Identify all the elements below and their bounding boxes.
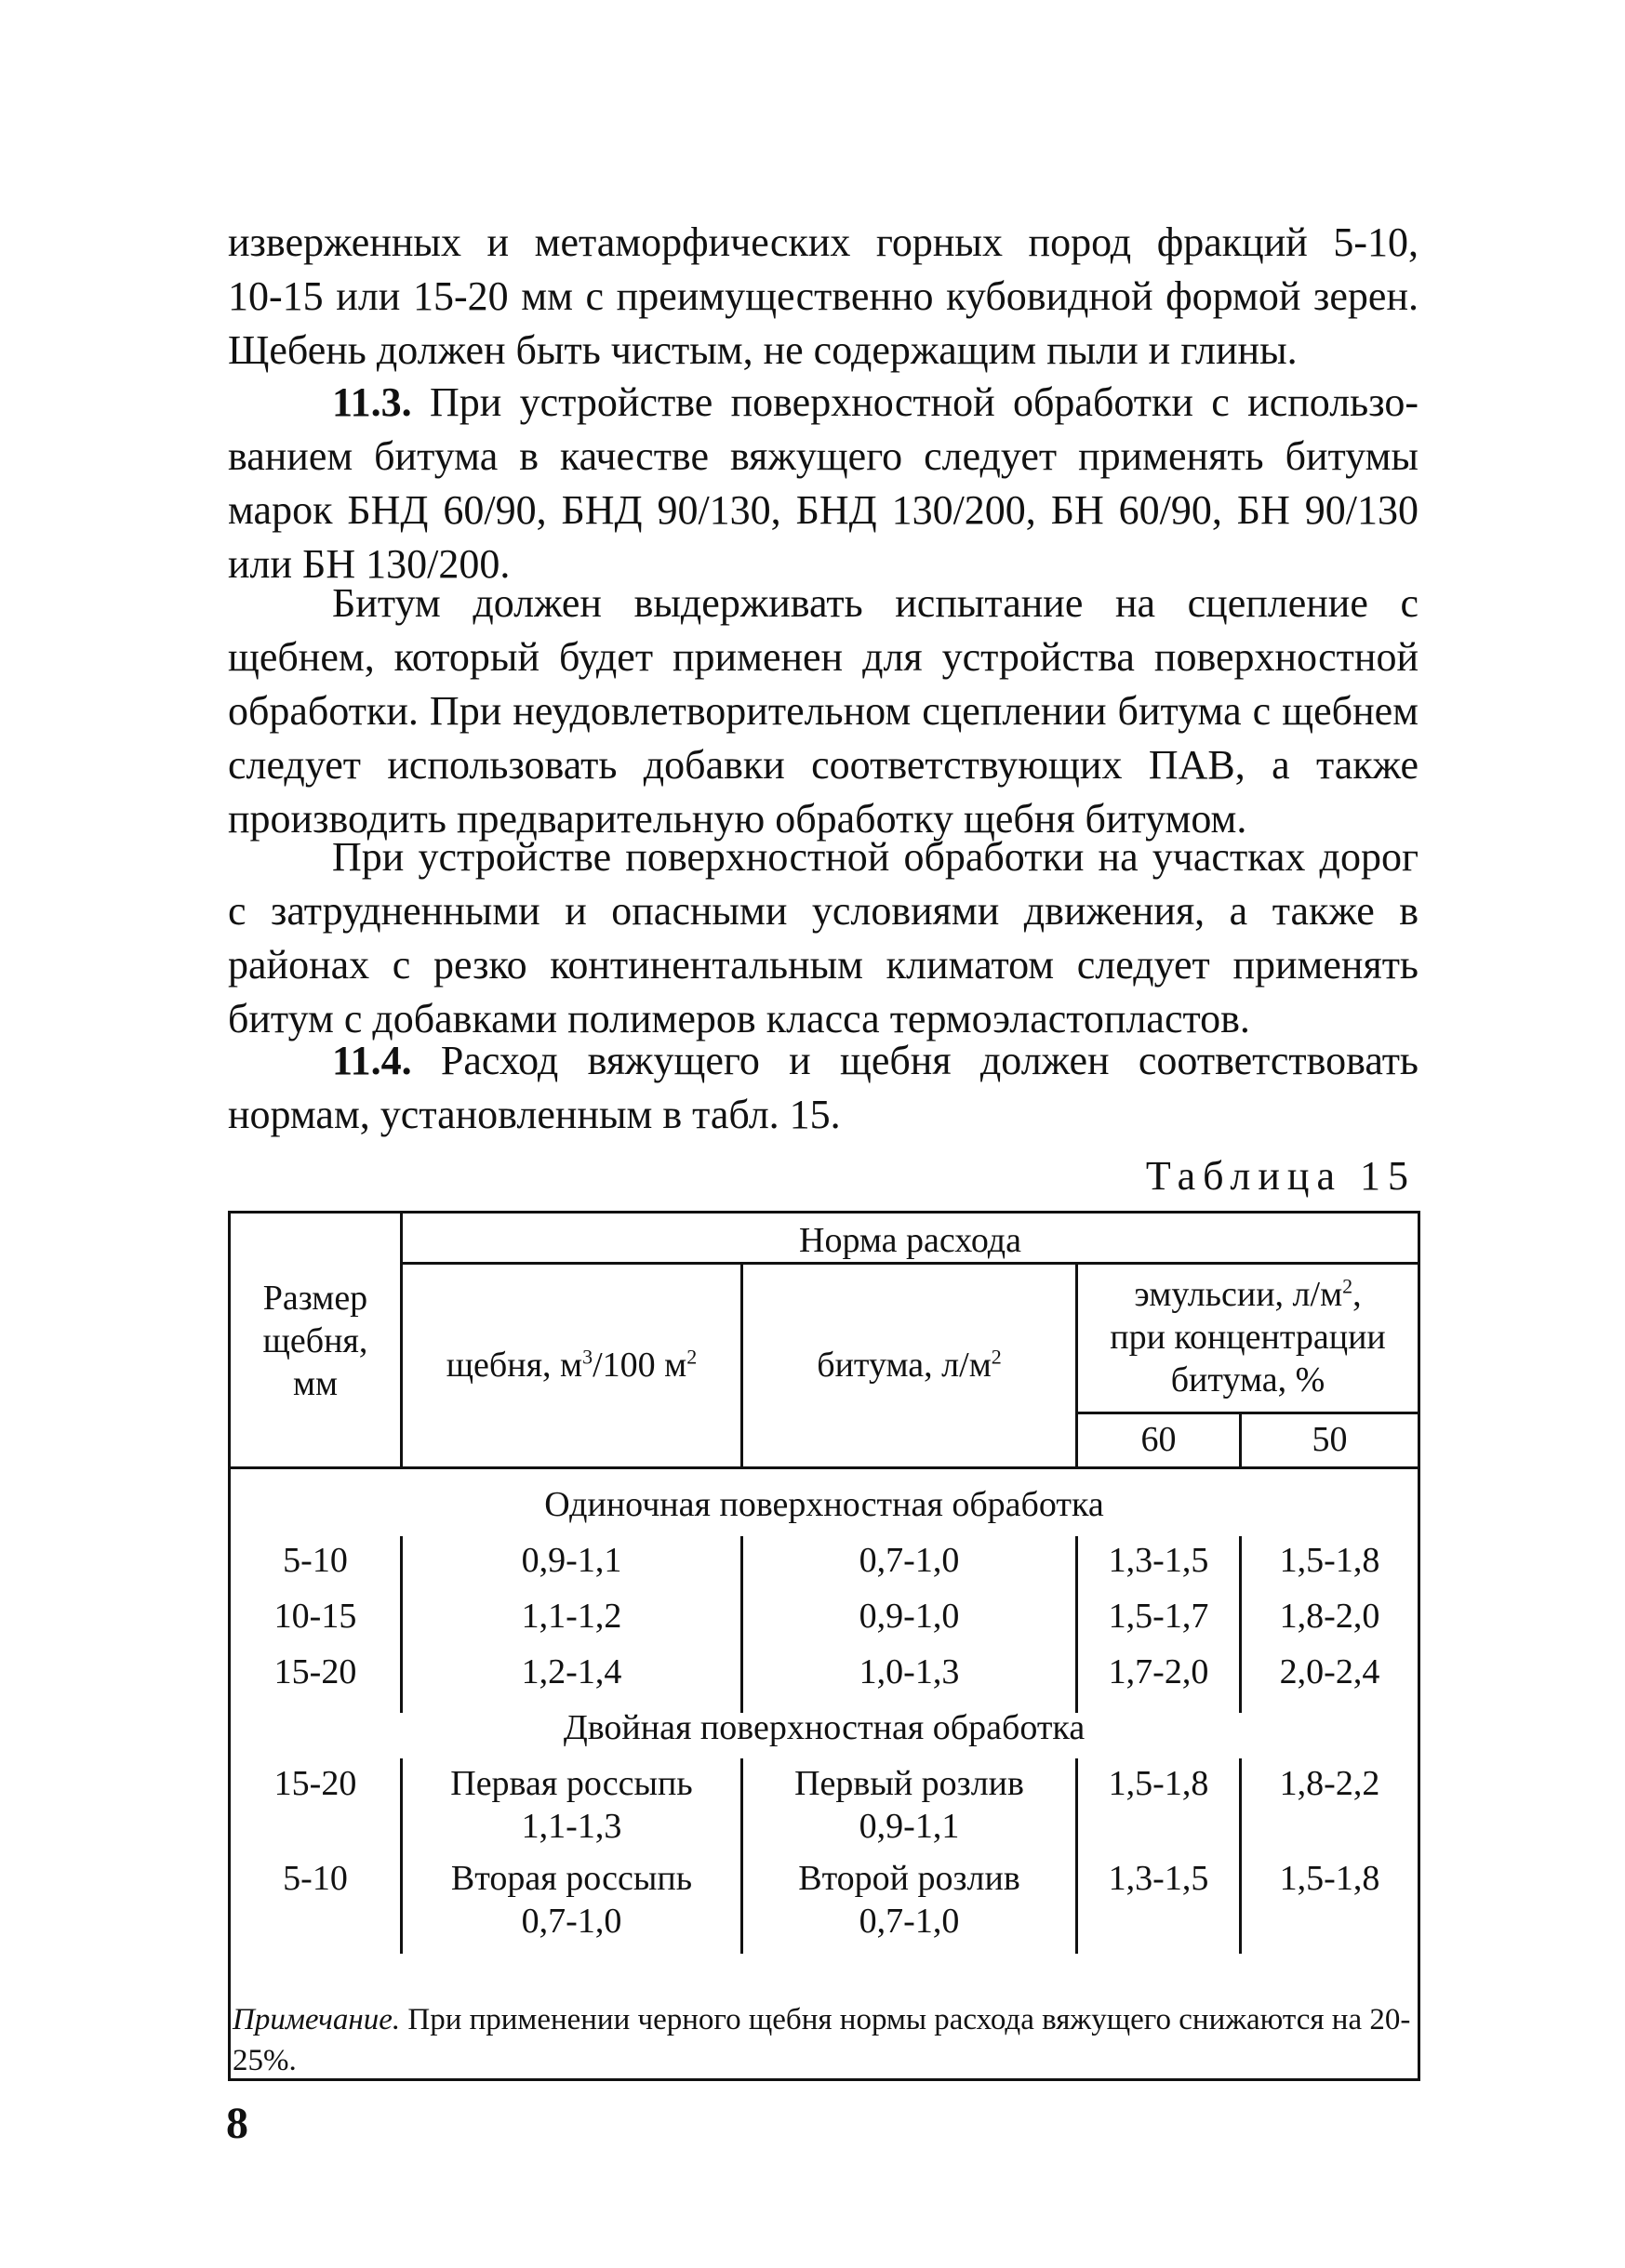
text-line: ванием битума в качестве вяжущего следует применять битумы xyxy=(228,433,1419,479)
cell-text: Второй розлив xyxy=(798,1859,1020,1898)
cell-text: 0,7-1,0 xyxy=(521,1902,622,1941)
cell-emulsion-50: 1,8-2,2 xyxy=(1279,1764,1380,1803)
cell-text: 1,1-1,3 xyxy=(521,1807,622,1846)
cell-emulsion-50: 1,5-1,8 xyxy=(1279,1541,1380,1580)
cell-text: Первая россыпь xyxy=(450,1764,693,1803)
cell-size: 15-20 xyxy=(273,1764,357,1803)
cell-emulsion-50: 2,0-2,4 xyxy=(1279,1652,1380,1691)
text-line: обработки. При неудовлетворительном сцеплении битума с щебнем xyxy=(228,688,1419,734)
header-sup: 3 xyxy=(582,1345,593,1369)
cell-bitumen xyxy=(743,1857,1075,1943)
text-line: изверженных и метаморфических горных пород фракций 5-10, xyxy=(228,219,1419,265)
text-line: марок БНД 60/90, БНД 90/130, БНД 130/200, БН 60/90, БН 90/130 xyxy=(228,487,1419,533)
cell-emulsion-60: 1,5-1,8 xyxy=(1108,1764,1209,1803)
cell-bitumen: 1,0-1,3 xyxy=(859,1652,960,1691)
header-text: эмульсии, л/м xyxy=(1134,1275,1343,1314)
header-text: битума, л/м xyxy=(817,1346,992,1385)
clause-number: 11.4. xyxy=(332,1038,412,1083)
header-sup: 2 xyxy=(686,1345,698,1369)
header-text: щебня, м xyxy=(446,1346,583,1385)
cell-crushed xyxy=(403,1762,740,1848)
cell-crushed xyxy=(403,1857,740,1943)
table-caption: Таблица 15 xyxy=(1145,1153,1416,1199)
cell-size: 5-10 xyxy=(283,1859,348,1898)
header-emulsion xyxy=(1078,1273,1418,1401)
header-conc-50: 50 xyxy=(1312,1420,1348,1459)
header-text: , xyxy=(1352,1275,1362,1314)
cell-crushed: 1,2-1,4 xyxy=(521,1652,622,1691)
note-label: Примечание. xyxy=(233,2003,401,2036)
text-line: следует использовать добавки соответствующих ПАВ, а также xyxy=(228,742,1419,788)
text-line: или БН 130/200. xyxy=(228,541,511,587)
header-sup: 2 xyxy=(1342,1274,1353,1298)
paragraph-aggregate-fractions xyxy=(228,216,1419,378)
cell-text: 0,9-1,1 xyxy=(859,1807,960,1846)
cell-size: 5-10 xyxy=(283,1541,348,1580)
text-line xyxy=(228,376,1419,430)
text-line: щебнем, который будет применен для устройства поверхностной xyxy=(228,634,1419,680)
header-text: при концентрации xyxy=(1110,1318,1386,1357)
header-text: мм xyxy=(292,1364,339,1403)
text-line: битум с добавками полимеров класса термоэластопластов. xyxy=(228,996,1250,1041)
table-rule xyxy=(1075,1412,1418,1414)
header-text: битума, % xyxy=(1170,1360,1325,1399)
text-line: Битум должен выдерживать испытание на сцепление с xyxy=(332,580,1419,626)
section-double: Двойная поверхностная обработка xyxy=(563,1708,1086,1747)
cell-crushed: 0,9-1,1 xyxy=(521,1541,622,1580)
text-line: производить предварительную обработку щебня битумом. xyxy=(228,796,1247,842)
paragraph-adhesion xyxy=(228,577,1419,846)
cell-size: 15-20 xyxy=(273,1652,357,1691)
text-line: При устройстве поверхностной обработки на участках дорог xyxy=(332,834,1419,880)
header-conc-60: 60 xyxy=(1140,1420,1177,1459)
cell-bitumen xyxy=(743,1762,1075,1848)
section-single: Одиночная поверхностная обработка xyxy=(544,1485,1104,1524)
header-norm: Норма расхода xyxy=(799,1221,1021,1260)
cell-bitumen: 0,9-1,0 xyxy=(859,1597,960,1636)
header-size xyxy=(231,1277,400,1405)
paragraph-polymers xyxy=(228,830,1419,1046)
note-text: При применении черного щебня нормы расхода вяжущего снижаются на 20-25%. xyxy=(233,2003,1411,2077)
cell-emulsion-60: 1,3-1,5 xyxy=(1108,1541,1209,1580)
cell-emulsion-60: 1,5-1,7 xyxy=(1108,1597,1209,1636)
cell-text: 0,7-1,0 xyxy=(859,1902,960,1941)
header-text: щебня, xyxy=(262,1321,368,1360)
cell-crushed: 1,1-1,2 xyxy=(521,1597,622,1636)
header-text xyxy=(1078,1273,1418,1316)
clause-number: 11.3. xyxy=(332,379,412,425)
text-line-content: Расход вяжущего и щебня должен соответствовать xyxy=(440,1038,1419,1083)
cell-text: Первый розлив xyxy=(794,1764,1024,1803)
text-line: Щебень должен быть чистым, не содержащим пыли и глины. xyxy=(228,327,1298,373)
cell-size: 10-15 xyxy=(273,1597,357,1636)
cell-bitumen: 0,7-1,0 xyxy=(859,1541,960,1580)
cell-text: Вторая россыпь xyxy=(450,1859,693,1898)
text-line-content: При устройстве поверхностной обработки с использо- xyxy=(429,379,1419,425)
header-sup: 2 xyxy=(991,1345,1002,1369)
table-rule xyxy=(400,1262,1418,1265)
text-line: нормам, установленным в табл. 15. xyxy=(228,1092,841,1137)
header-text: Размер xyxy=(262,1279,368,1318)
cell-emulsion-50: 1,8-2,0 xyxy=(1279,1597,1380,1636)
text-line: с затрудненными и опасными условиями движения, а также в xyxy=(228,888,1419,934)
page-number: 8 xyxy=(226,2099,248,2148)
header-crushed xyxy=(403,1344,740,1386)
table-rule xyxy=(231,1466,1418,1469)
text-line: 10-15 или 15-20 мм с преимущественно кубовидной формой зерен. xyxy=(228,273,1419,319)
table-note xyxy=(233,1999,1414,2081)
paragraph-11-4 xyxy=(228,1034,1419,1142)
header-text: /100 м xyxy=(593,1346,687,1385)
header-bitumen xyxy=(743,1344,1075,1386)
paragraph-11-3 xyxy=(228,376,1419,591)
cell-emulsion-60: 1,3-1,5 xyxy=(1108,1859,1209,1898)
consumption-table xyxy=(228,1211,1420,2081)
text-line: районах с резко континентальным климатом следует применять xyxy=(228,942,1419,988)
text-line xyxy=(228,1034,1419,1088)
cell-emulsion-50: 1,5-1,8 xyxy=(1279,1859,1380,1898)
cell-emulsion-60: 1,7-2,0 xyxy=(1108,1652,1209,1691)
